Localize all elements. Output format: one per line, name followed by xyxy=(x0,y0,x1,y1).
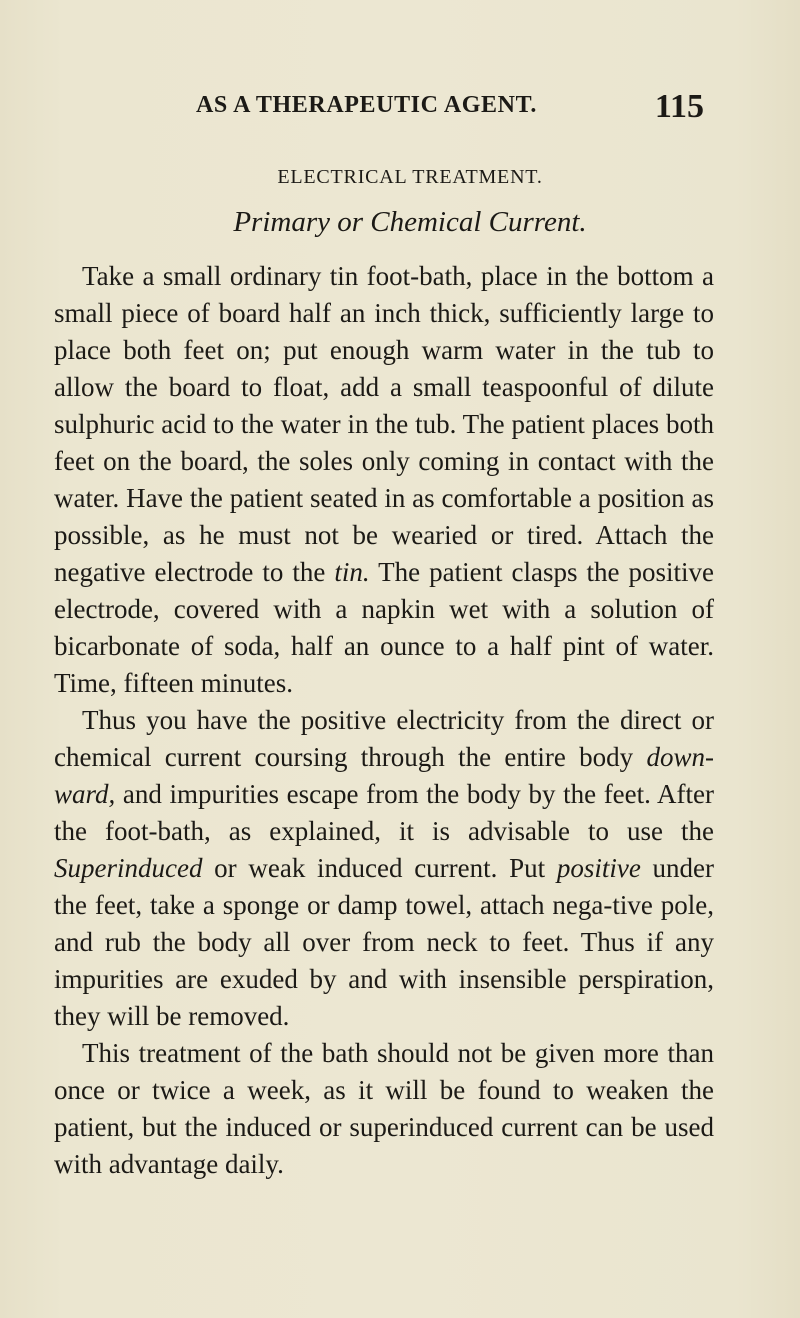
running-title: AS A THERAPEUTIC AGENT. xyxy=(196,92,537,118)
paragraph-text: This treatment of the bath should not be given more than once or twice a week, as it will be found to weaken the patient, but the induced or superinduced current can be used with advantage daily. xyxy=(54,1038,714,1179)
paragraph-text: Take a small ordinary tin foot-bath, place in the bottom a small piece of board half an inch thick, sufficiently large to place both feet on; put enough warm water in the tub to allow the board to float, add a small teaspoonful of dilute sulphuric acid to the water in the tub. The patient places both feet on the board, the soles only coming in contact with the water. Have the patient seated in as comfortable a position as possible, as he must not be wearied or tired. Attach the negative electrode to the xyxy=(54,261,714,587)
paragraph-text: and impurities escape from the body by the feet. After the foot-bath, as explained, it is advisable to use the xyxy=(54,779,714,846)
paragraph-text: or weak induced current. Put xyxy=(202,853,557,883)
emphasis-downward: down-ward, xyxy=(54,742,714,809)
paragraph-2 xyxy=(54,702,714,1035)
emphasis-superinduced: Superinduced xyxy=(54,853,203,883)
paragraph-text: Thus you have the positive electricity from the direct or chemical current coursing through the entire body xyxy=(54,705,714,772)
section-title: ELECTRICAL TREATMENT. xyxy=(277,166,543,188)
emphasis-tin: tin. xyxy=(334,557,370,587)
running-head xyxy=(196,88,704,128)
paragraph-text: under the feet, take a sponge or damp towel, attach nega-tive pole, and rub the body all over from neck to feet. Thus if any impurities are exuded by and with insensible perspiration, they will be removed. xyxy=(54,853,714,1031)
section-subtitle: Primary or Chemical Current. xyxy=(233,206,587,238)
paragraph-1 xyxy=(54,258,714,702)
paragraph-text: The patient clasps the positive electrode, covered with a napkin wet with a solution of bicarbonate of soda, half an ounce to a half pint of water. Time, fifteen minutes. xyxy=(54,557,714,698)
page-number: 115 xyxy=(654,88,704,125)
emphasis-positive: positive xyxy=(556,853,641,883)
paragraph-3 xyxy=(54,1035,714,1183)
body-text xyxy=(54,258,714,1183)
